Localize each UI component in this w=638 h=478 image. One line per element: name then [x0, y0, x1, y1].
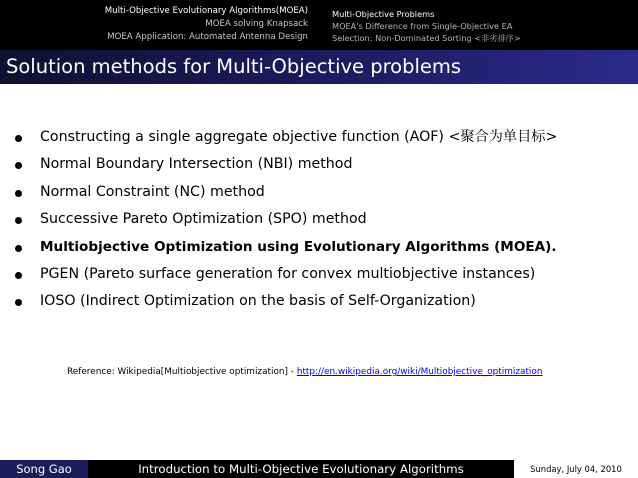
- bullet-icon: [15, 190, 22, 197]
- bullet-text: Normal Constraint (NC) method: [40, 183, 265, 200]
- nav-subsection-difference[interactable]: MOEA's Difference from Single-Objective EA: [332, 21, 513, 31]
- bullet-text: PGEN (Pareto surface generation for convex multiobjective instances): [40, 265, 536, 282]
- bullet-item: [0, 151, 638, 178]
- bullet-text: IOSO (Indirect Optimization on the basis of Self-Organization): [40, 293, 476, 310]
- section-navigation: [0, 0, 312, 50]
- bullet-text: Multiobjective Optimization using Evolutionary Algorithms (MOEA).: [40, 238, 557, 255]
- bullet-item-highlighted: [0, 234, 638, 261]
- bullet-icon: [15, 245, 22, 252]
- footer-author: Song Gao: [0, 460, 88, 478]
- footer-presentation-title: Introduction to Multi-Objective Evolutionary Algorithms: [88, 460, 514, 478]
- reference-note: [67, 365, 542, 379]
- nav-section-moea[interactable]: Multi-Objective Evolutionary Algorithms(MOEA): [104, 6, 308, 16]
- bullet-icon: [15, 217, 22, 224]
- footer: [0, 460, 638, 478]
- bullet-item: [0, 179, 638, 206]
- reference-label: Reference: Wikipedia[Multiobjective optimization] -: [67, 367, 297, 377]
- bullet-item: [0, 124, 638, 151]
- bullet-icon: [15, 299, 22, 306]
- bullet-text: Successive Pareto Optimization (SPO) method: [40, 211, 367, 228]
- bullet-item: [0, 261, 638, 288]
- bullet-icon: [15, 135, 22, 142]
- slide-title: Solution methods for Multi-Objective problems: [6, 55, 462, 78]
- navigation-bar: [0, 0, 638, 50]
- nav-subsection-problems[interactable]: Multi-Objective Problems: [332, 9, 435, 19]
- bullet-list: [0, 124, 638, 316]
- nav-section-antenna[interactable]: MOEA Application: Automated Antenna Design: [107, 32, 308, 42]
- nav-section-knapsack[interactable]: MOEA solving Knapsack: [205, 19, 308, 29]
- footer-date: Sunday, July 04, 2010: [514, 460, 638, 478]
- nav-subsection-sorting[interactable]: Selection: Non-Dominated Sorting <非劣排序>: [332, 33, 521, 43]
- subsection-navigation: [332, 0, 632, 50]
- reference-link[interactable]: http://en.wikipedia.org/wiki/Multiobjective_optimization: [296, 367, 543, 377]
- bullet-icon: [15, 162, 22, 169]
- bullet-icon: [15, 272, 22, 279]
- bullet-item: [0, 206, 638, 233]
- bullet-item: [0, 288, 638, 315]
- title-bar: [0, 50, 638, 84]
- bullet-text: Normal Boundary Intersection (NBI) method: [40, 156, 353, 173]
- bullet-text: Constructing a single aggregate objective function (AOF) <聚合为单目标>: [40, 129, 558, 145]
